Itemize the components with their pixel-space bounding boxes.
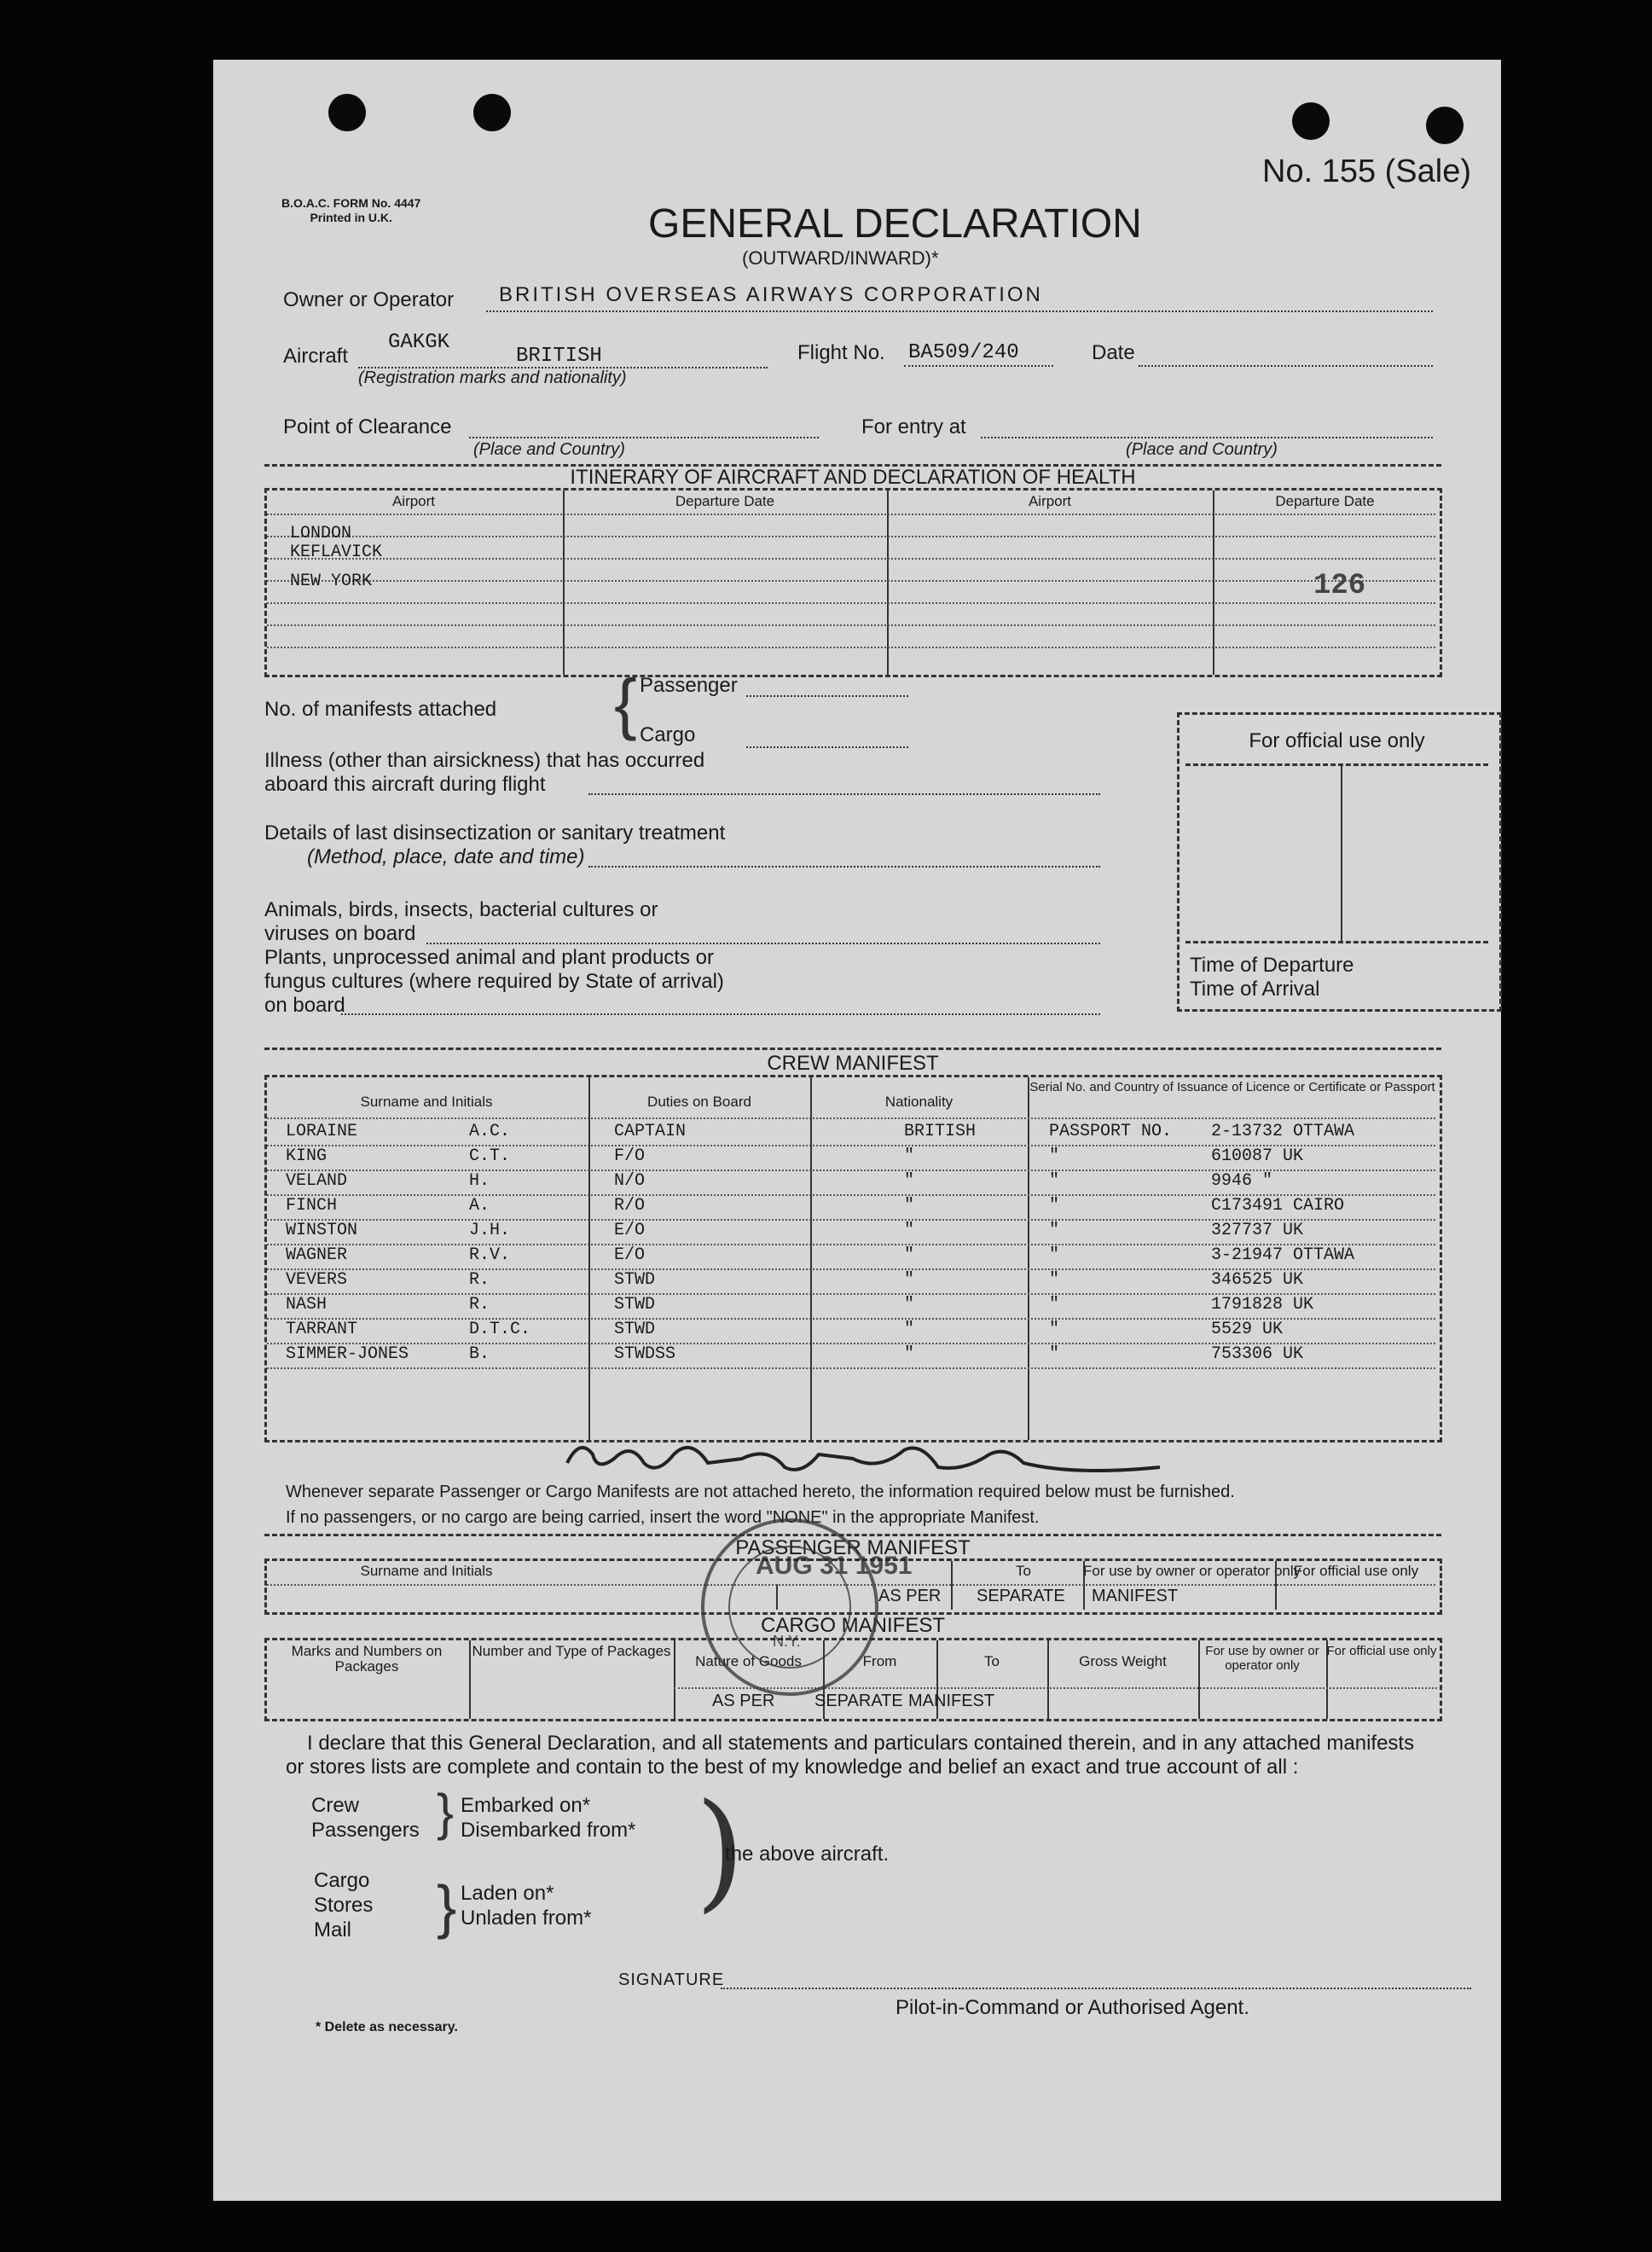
crew-row-rule: [267, 1367, 1435, 1369]
crew-initials: C.T.: [469, 1146, 511, 1166]
cargo-header: Number and Type of Packages: [472, 1643, 671, 1659]
crew-serial: 753306 UK: [1211, 1344, 1304, 1364]
cargo-header: Marks and Numbers on Packages: [291, 1643, 443, 1674]
plants-line-1: Plants, unprocessed animal and plant products or: [264, 946, 714, 969]
owner-value: BRITISH OVERSEAS AIRWAYS CORPORATION: [499, 283, 1043, 306]
crew-passport-label: ": [1049, 1245, 1060, 1265]
cargo-header: From: [862, 1653, 897, 1669]
illness-line-1: Illness (other than airsickness) that has occurred: [264, 749, 705, 772]
form-id-block: [281, 196, 420, 225]
passenger-row-cell: SEPARATE: [977, 1587, 1065, 1605]
official-use-title: For official use only: [1249, 729, 1425, 752]
crew-passport-label: ": [1049, 1146, 1060, 1166]
cargo-manifest-title: CARGO MANIFEST: [760, 1614, 945, 1637]
cargo-label: Cargo: [640, 723, 696, 746]
aircraft-nationality: BRITISH: [516, 345, 602, 368]
crew-passengers-group: [311, 1793, 420, 1843]
crew-nationality: ": [904, 1295, 915, 1315]
crew-serial: 9946 ": [1211, 1171, 1273, 1191]
crew-serial: 1791828 UK: [1211, 1295, 1314, 1315]
crew-nationality: ": [904, 1320, 915, 1339]
embarked-label: Embarked on*: [461, 1794, 591, 1817]
crew-initials: H.: [469, 1171, 490, 1191]
crew-name: WINSTON: [286, 1221, 358, 1240]
crew-serial: C173491 CAIRO: [1211, 1196, 1345, 1216]
document-page: B.O.A.C. FORM No. 4447 Printed in U.K. No. 155 (Sale) GENERAL DECLARATION (OUTWARD/INWARD)* Owner or Operator BRITISH OVERSEAS AIRWAYS CORPORATION Aircraft GAKGK BRITISH (Registration marks and nationality) Flight No. BA509/240 Date Point of Clearance (Place and Country) For entry at (Place and Country) ITINERARY OF AIRCRAFT AND DECLARATION OF HEALTH Airport Departure Date Airport Departure Date LONDON KEFLAVICK NEW YORK 126 No. of manifests attached { Passenger Cargo Illness (other than airsickness) that has occurred aboard this aircraft during flight Details of last disinsectization or sanitary treatment (Method, place, date and time) Animals, birds, insects, bacterial cultures or viruses on board Plants, unprocessed animal and plant products or fungus cultures (where required by State of arrival) on board For official use only Time of Departure Time of Arrival CREW MANIFEST Surname and Initials Duties on Board Nationality Serial No. and Country of Issuance of Licence or Certificate or Passport LORAINE A.C. CAPTAIN BRITISH PASSPORT NO. 2-13732 OTTAWA KING C.T. F/O " " 610087 UK VELAND H. N/O " " 9946 " FINCH A. R/O " " C173491 CAIRO WINSTON J.H. E/O " " 327737 UK WAGNER R.V. E/O " " 3-21947 OTTAWA VEVERS R. STWD " " 346525 UK NASH R. STWD " " 1791828 UK TARRANT D.T.C. STWD " " 5529 UK SIMMER-JONES B. STWDSS " " 753306 UK Whenever separate Passenger or Cargo Manifests are not attached hereto, the information required below must be furnished. If no passengers, or no cargo are being carried, insert the word "NONE" in the appropriate Manifest. PASSENGER MANIFEST Surname and Initials To For use by owner or operator only For official use only AS PER SEPARATE MANIFEST CARGO MANIFEST Marks and Numbers on Packages Number and Type of Packages Nature of Goods From To Gross Weight For use by owner or operator only For official use only AS PER SEPARATE MANIFEST AUG 31 1951 N.Y. I declare that this General Declaration, and all statements and particulars contained therein, and in any attached manifests or stores lists are complete and contain to the best of my knowledge and belief an exact and true account of all : Crew Passengers } Embarked on* Disembarked from* ) the above aircraft. Cargo Stores Mail } Laden on* Unladen from* SIGNATURE Pilot-in-Command or Authorised Agent. * Delete as necessary.: [213, 60, 1501, 2201]
disinsect-line-1: Details of last disinsectization or sanitary treatment: [264, 821, 726, 844]
crew-nationality: ": [904, 1196, 915, 1216]
crew-header: Serial No. and Country of Issuance of Licence or Certificate or Passport: [1029, 1080, 1435, 1094]
passenger-row-cell: MANIFEST: [1092, 1587, 1179, 1605]
crew-nationality: ": [904, 1146, 915, 1166]
declare-line-1: I declare that this General Declaration, and all statements and particulars contained therein, and in any attached manifests: [307, 1732, 1415, 1755]
manifests-label: No. of manifests attached: [264, 698, 497, 721]
crew-name: VEVERS: [286, 1270, 348, 1290]
cargo-row-cell: SEPARATE: [814, 1692, 903, 1710]
printed-note: Printed in U.K.: [310, 211, 392, 224]
itinerary-header: Departure Date: [675, 493, 775, 509]
passenger-header: To: [1016, 1563, 1031, 1579]
crew-header: Nationality: [884, 1094, 954, 1110]
punch-hole: [328, 94, 366, 131]
crew-passport-label: ": [1049, 1344, 1060, 1364]
crew-initials: A.: [469, 1196, 490, 1216]
crew-initials: R.: [469, 1270, 490, 1290]
crew-passport-label: ": [1049, 1295, 1060, 1315]
crew-duty: STWDSS: [614, 1344, 676, 1364]
laden-group: [461, 1881, 591, 1930]
crew-passport-label: ": [1049, 1196, 1060, 1216]
crew-initials: B.: [469, 1344, 490, 1364]
crew-duty: E/O: [614, 1221, 646, 1240]
itinerary-airport: NEW YORK: [290, 572, 373, 591]
declare-line-2: or stores lists are complete and contain to the best of my knowledge and belief an exact and true account of all :: [286, 1756, 1299, 1779]
crew-passport-label: PASSPORT NO.: [1049, 1122, 1173, 1141]
entry-label: For entry at: [861, 415, 966, 438]
crew-initials: A.C.: [469, 1122, 511, 1141]
crew-passport-label: ": [1049, 1171, 1060, 1191]
flight-value: BA509/240: [908, 341, 1019, 364]
crew-header: Duties on Board: [647, 1094, 751, 1110]
stores-word: Stores: [314, 1894, 374, 1917]
crew-duty: STWD: [614, 1320, 656, 1339]
plants-line-3: on board: [264, 994, 345, 1017]
crew-name: VELAND: [286, 1171, 348, 1191]
crew-initials: D.T.C.: [469, 1320, 531, 1339]
itinerary-airport: LONDON: [290, 524, 352, 543]
punch-hole: [1426, 107, 1464, 144]
clearance-label: Point of Clearance: [283, 415, 452, 438]
itinerary-header: Airport: [391, 493, 436, 509]
above-aircraft-label: the above aircraft.: [725, 1843, 890, 1866]
crew-serial: 346525 UK: [1211, 1270, 1304, 1290]
crew-nationality: BRITISH: [904, 1122, 977, 1141]
cargo-header: For official use only: [1326, 1644, 1437, 1658]
punch-hole: [1292, 102, 1330, 140]
illness-line-2: aboard this aircraft during flight: [264, 773, 546, 796]
disembarked-label: Disembarked from*: [461, 1819, 636, 1842]
itinerary-title: ITINERARY OF AIRCRAFT AND DECLARATION OF HEALTH: [570, 466, 1136, 489]
passenger-header: For use by owner or operator only: [1083, 1563, 1301, 1579]
crew-duty: F/O: [614, 1146, 646, 1166]
crew-initials: J.H.: [469, 1221, 511, 1240]
serial-number: No. 155 (Sale): [1262, 154, 1472, 189]
punch-hole: [473, 94, 511, 131]
delete-note: * Delete as necessary.: [316, 2020, 458, 2034]
handwritten-signature: [563, 1429, 1245, 1480]
aircraft-label: Aircraft: [283, 345, 349, 368]
cargo-header: To: [984, 1653, 1000, 1669]
crew-name: KING: [286, 1146, 328, 1166]
aircraft-registration: GAKGK: [388, 331, 450, 354]
crew-passport-label: ": [1049, 1221, 1060, 1240]
crew-duty: CAPTAIN: [614, 1122, 687, 1141]
aircraft-note: (Registration marks and nationality): [358, 369, 627, 387]
crew-nationality: ": [904, 1221, 915, 1240]
itinerary-header: Airport: [1028, 493, 1072, 509]
crew-nationality: ": [904, 1245, 915, 1265]
mail-word: Mail: [314, 1918, 352, 1941]
disinsect-line-2: (Method, place, date and time): [307, 845, 585, 868]
page-title: GENERAL DECLARATION: [648, 201, 1142, 247]
crew-name: TARRANT: [286, 1320, 358, 1339]
page-subtitle: (OUTWARD/INWARD)*: [742, 247, 939, 269]
cargo-word: Cargo: [314, 1869, 370, 1892]
crew-serial: 3-21947 OTTAWA: [1211, 1245, 1355, 1265]
crew-passport-label: ": [1049, 1270, 1060, 1290]
stamp-date: AUG 31 1951: [756, 1552, 913, 1580]
passenger-header: Surname and Initials: [360, 1563, 493, 1579]
crew-serial: 2-13732 OTTAWA: [1211, 1122, 1355, 1141]
crew-header: Surname and Initials: [360, 1094, 493, 1110]
animals-line-1: Animals, birds, insects, bacterial cultures or: [264, 898, 658, 921]
crew-serial: 5529 UK: [1211, 1320, 1284, 1339]
crew-duty: R/O: [614, 1196, 646, 1216]
crew-duty: E/O: [614, 1245, 646, 1265]
whenever-line-2: If no passengers, or no cargo are being carried, insert the word "NONE" in the appropriate Manifest.: [286, 1508, 1040, 1527]
crew-name: SIMMER-JONES: [286, 1344, 409, 1364]
crew-name: FINCH: [286, 1196, 338, 1216]
crew-initials: R.V.: [469, 1245, 511, 1265]
crew-serial: 610087 UK: [1211, 1146, 1304, 1166]
date-label: Date: [1092, 341, 1135, 364]
crew-serial: 327737 UK: [1211, 1221, 1304, 1240]
crew-nationality: ": [904, 1270, 915, 1290]
clearance-note: (Place and Country): [473, 440, 625, 459]
itinerary-header: Departure Date: [1275, 493, 1375, 509]
cargo-row-cell: MANIFEST: [908, 1692, 995, 1710]
crew-manifest-title: CREW MANIFEST: [767, 1052, 939, 1075]
crew-duty: STWD: [614, 1270, 656, 1290]
time-of-departure-label: Time of Departure: [1190, 954, 1354, 977]
crew-name: WAGNER: [286, 1245, 348, 1265]
cargo-row-cell: AS PER: [712, 1692, 775, 1710]
form-id: B.O.A.C. FORM No. 4447: [281, 196, 421, 210]
itinerary-airport: KEFLAVICK: [290, 543, 383, 562]
crew-initials: R.: [469, 1295, 490, 1315]
stamp-place: N.Y.: [773, 1633, 801, 1650]
passenger-label: Passenger: [640, 674, 738, 697]
crew-duty: N/O: [614, 1171, 646, 1191]
passenger-row-cell: AS PER: [878, 1587, 942, 1605]
entry-note: (Place and Country): [1126, 440, 1278, 459]
laden-label: Laden on*: [461, 1882, 554, 1905]
crew-nationality: ": [904, 1344, 915, 1364]
whenever-line-1: Whenever separate Passenger or Cargo Manifests are not attached hereto, the information required below must be furnished.: [286, 1483, 1235, 1501]
crew-passport-label: ": [1049, 1320, 1060, 1339]
itinerary-table: [264, 488, 1442, 677]
cargo-header: Gross Weight: [1079, 1653, 1167, 1669]
embark-group: [461, 1793, 635, 1843]
signature-label: SIGNATURE: [618, 1970, 725, 1989]
crew-word: Crew: [311, 1794, 360, 1817]
crew-nationality: ": [904, 1171, 915, 1191]
time-of-arrival-label: Time of Arrival: [1190, 978, 1320, 1001]
crew-name: LORAINE: [286, 1122, 358, 1141]
cargo-stores-mail-group: [314, 1868, 373, 1942]
animals-line-2: viruses on board: [264, 922, 416, 945]
unladen-label: Unladen from*: [461, 1907, 592, 1930]
cargo-header: For use by owner or operator only: [1205, 1644, 1319, 1673]
passenger-manifest-title: PASSENGER MANIFEST: [735, 1536, 971, 1559]
plants-line-2: fungus cultures (where required by State of arrival): [264, 970, 724, 993]
crew-name: NASH: [286, 1295, 328, 1315]
passenger-header: For official use only: [1293, 1563, 1419, 1579]
cargo-header: Nature of Goods: [695, 1653, 802, 1669]
stamped-number: 126: [1313, 570, 1366, 602]
flight-label: Flight No.: [797, 341, 885, 364]
passengers-word: Passengers: [311, 1819, 420, 1842]
crew-duty: STWD: [614, 1295, 656, 1315]
owner-label: Owner or Operator: [283, 288, 455, 311]
pilot-label: Pilot-in-Command or Authorised Agent.: [896, 1996, 1249, 2019]
